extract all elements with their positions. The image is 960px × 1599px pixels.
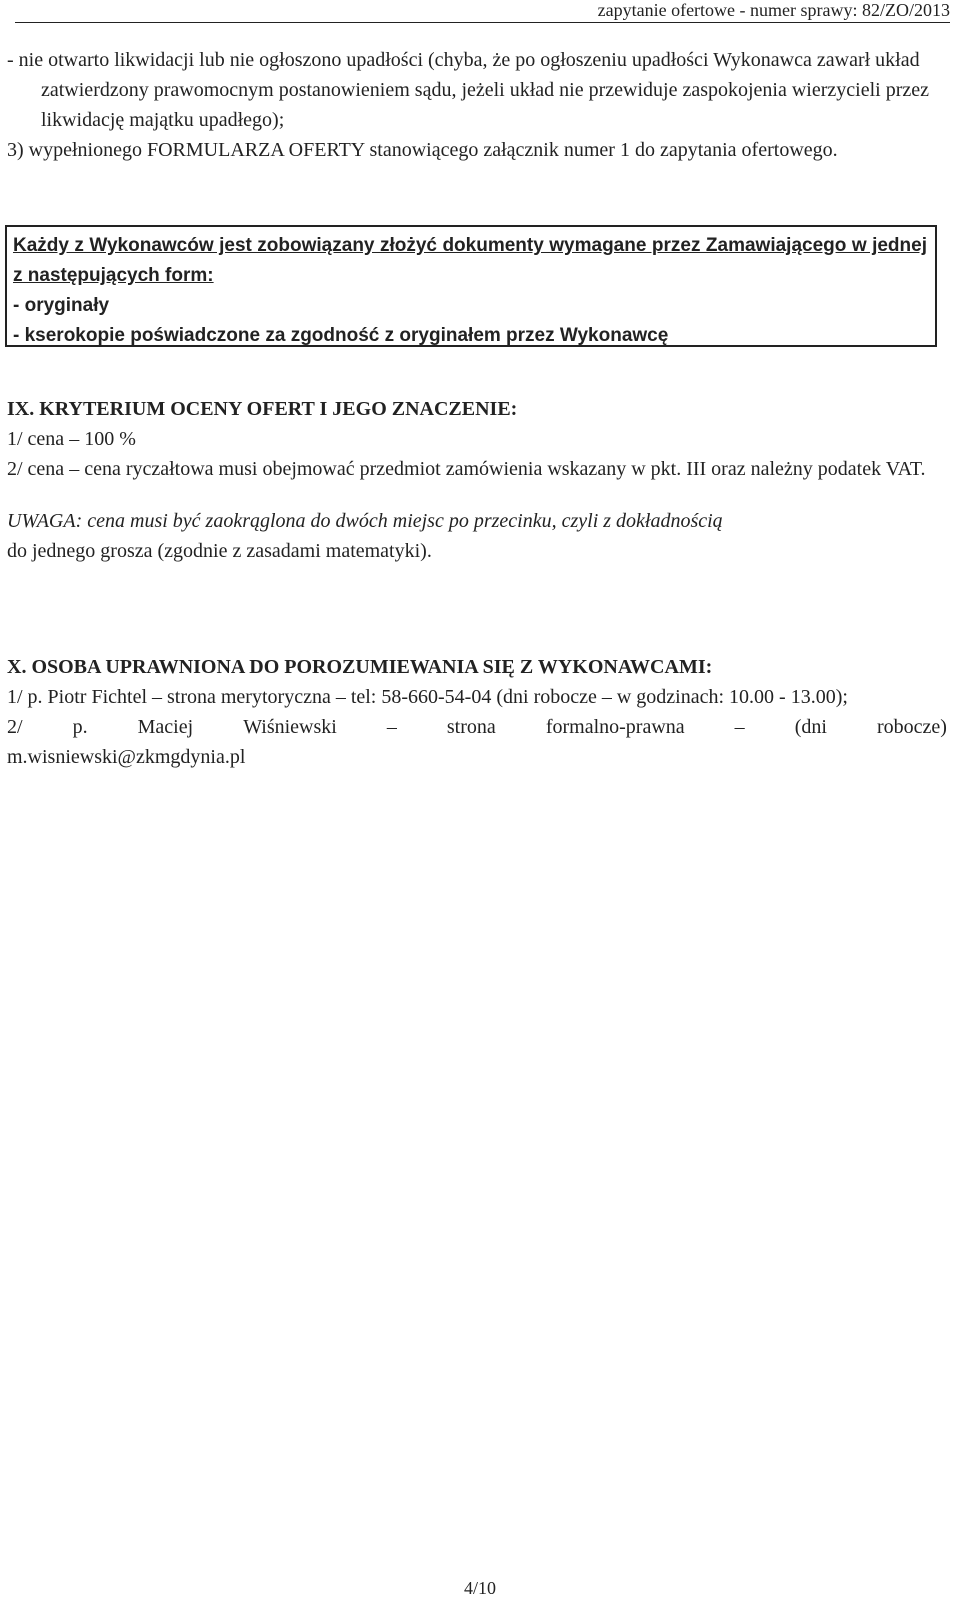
notice-option-copies: - kserokopie poświadczone za zgodność z oryginałem przez Wykonawcę <box>13 325 669 346</box>
list-item-dash: - nie otwarto likwidacji lub nie ogłoszono upadłości (chyba, że po ogłoszeniu upadłości Wykonawca zawarł układ zatwierdzony prawomocnym postanowieniem sądu, jeżeli układ nie przewiduje zaspokojenia wierzycieli przez likwidację majątku upadłego); <box>7 49 929 131</box>
contact-2-word: formalno-prawna <box>545 716 685 738</box>
criterion-2: 2/ cena – cena ryczałtowa musi obejmować przedmiot zamówienia wskazany w pkt. III oraz należny podatek VAT. <box>7 458 926 480</box>
section-ix-heading: IX. KRYTERIUM OCENY OFERT I JEGO ZNACZENIE: <box>7 398 518 420</box>
section-x-heading: X. OSOBA UPRAWNIONA DO POROZUMIEWANIA SIĘ Z WYKONAWCAMI: <box>7 656 713 678</box>
notice-lead: Każdy z Wykonawców jest zobowiązany złożyć dokumenty wymagane przez Zamawiającego w jednej z następujących form: <box>13 235 927 286</box>
contact-2-word: robocze) <box>876 716 947 738</box>
running-header <box>15 0 950 23</box>
contact-2-word: strona <box>446 716 496 738</box>
uwaga-note-rest: do jednego grosza (zgodnie z zasadami matematyki). <box>7 540 432 562</box>
intro-list <box>7 45 947 165</box>
contact-person-1: 1/ p. Piotr Fichtel – strona merytoryczna – tel: 58-660-54-04 (dni robocze – w godzinach: 10.00 - 13.00); <box>7 686 848 708</box>
notice-option-originals: - oryginały <box>13 295 110 316</box>
section-x <box>7 652 947 772</box>
contact-2-word: – <box>734 716 745 738</box>
uwaga-note: UWAGA: cena musi być zaokrąglona do dwóch miejsc po przecinku, czyli z dokładnością <box>7 510 723 532</box>
contact-2-word: – <box>386 716 397 738</box>
contact-email[interactable]: m.wisniewski@zkmgdynia.pl <box>7 746 246 768</box>
page-number: 4/10 <box>463 1578 496 1598</box>
contact-2-word: Wiśniewski <box>243 716 337 738</box>
list-item-3: 3) wypełnionego FORMULARZA OFERTY stanowiącego załącznik numer 1 do zapytania ofertowego. <box>7 139 838 161</box>
section-ix <box>7 394 947 566</box>
header-text: zapytanie ofertowe - numer sprawy: 82/ZO/2013 <box>597 0 950 20</box>
contact-2-word: 2/ <box>7 716 23 738</box>
contact-2-word: p. <box>72 716 88 738</box>
criterion-1: 1/ cena – 100 % <box>7 428 136 450</box>
notice-box <box>5 225 937 347</box>
contact-2-word: (dni <box>794 716 827 738</box>
contact-2-word: Maciej <box>137 716 194 738</box>
contact-person-2 <box>7 712 947 742</box>
